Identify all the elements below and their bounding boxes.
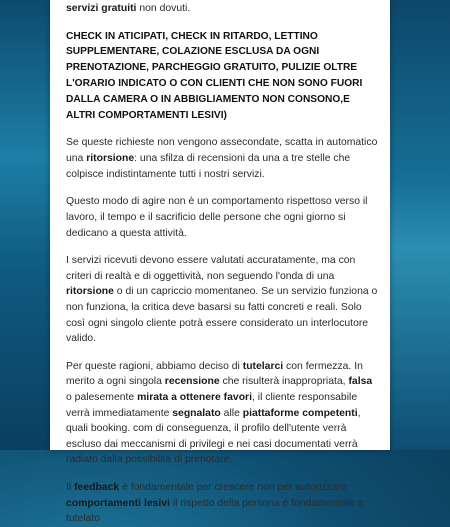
text: : una sfilza di recensioni da una a tre stelle che colpisce indistintamente tutti i nostri servizi. [66,153,351,180]
paragraph-comportamento: Questo modo di agire non è un comportamento rispettoso verso il lavoro, il tempo e il sacrificio delle persone che ogni giorno si dedicano a questa attività. [66,196,368,239]
bold-text: falsa [348,376,373,388]
bold-text: ritorsione [86,153,135,165]
paragraph-servizi [66,253,380,347]
bold-text: mirata a ottenere favori [137,392,252,404]
text: I servizi ricevuti devono essere valutati accuratamente, ma con criteri di realtà e di oggettività, non seguendo l'onda di una [66,255,356,282]
text: Il [66,482,75,494]
text: Per queste ragioni, abbiamo deciso di [66,360,243,372]
paragraph-ritorsione [66,135,380,182]
bold-text: servizi gratuiti [66,3,137,14]
bold-text: feedback [74,482,120,494]
text: è fondamentale per crescere non per autorizzare [119,482,347,494]
paragraph-uppercase-list: CHECK IN ATICIPATI, CHECK IN RITARDO, LETTINO SUPPLEMENTARE, COLAZIONE ESCLUSA DA OGNI PRENOTAZIONE, PARCHEGGIO GRATUITO, PULIZIE OLTRE L'ORARIO INDICATO O CON CLIENTI CHE NON SONO FUORI DALLA CAMERA O IN ABBIGLIAMENTO NON CONSONO,E ALTRI COMPORTAMENTI LESIVI) [66,30,363,121]
text: il rispetto della persona è fondamentale e tutelato [66,497,363,525]
bold-text: recensione [164,376,220,388]
text: , quali booking. com di conseguenza, il profilo dell'utente verrà escluso dai meccanismi di privilegi e nei casi documentati verrà radiato dalla possibilità di prenotare. [66,407,361,466]
bold-text: piattaforme competenti [242,407,358,419]
background-left [0,0,50,450]
text: o palesemente [66,392,138,404]
text: alle [220,407,243,419]
bold-text: comportamenti lesivi [66,497,170,509]
paragraph-intro [66,1,380,17]
bold-text: ritorsione [66,286,114,298]
text: che risulterà inappropriata, [219,376,349,388]
document-card [50,0,390,525]
text: o di un capriccio momentaneo. Se un servizio funziona o non funziona, la critica deve basarsi su fatti concreti e reali. Solo così ogni singolo cliente potrà essere considerato un interlocutore valido. [66,286,378,345]
background-right [390,0,450,450]
text: Se queste richieste non vengono assecondate, scatta in automatico una [66,137,378,165]
document-content [50,1,390,527]
bold-text: segnalato [172,407,221,419]
text: con fermezza. In merito a ogni singola [66,360,363,388]
text: non dovuti. [136,3,191,14]
text: , il cliente responsabile verrà immediatamente [66,392,358,419]
paragraph-feedback [66,480,380,527]
paragraph-tutelarci [66,359,380,468]
bold-text: tutelarci [242,360,284,372]
